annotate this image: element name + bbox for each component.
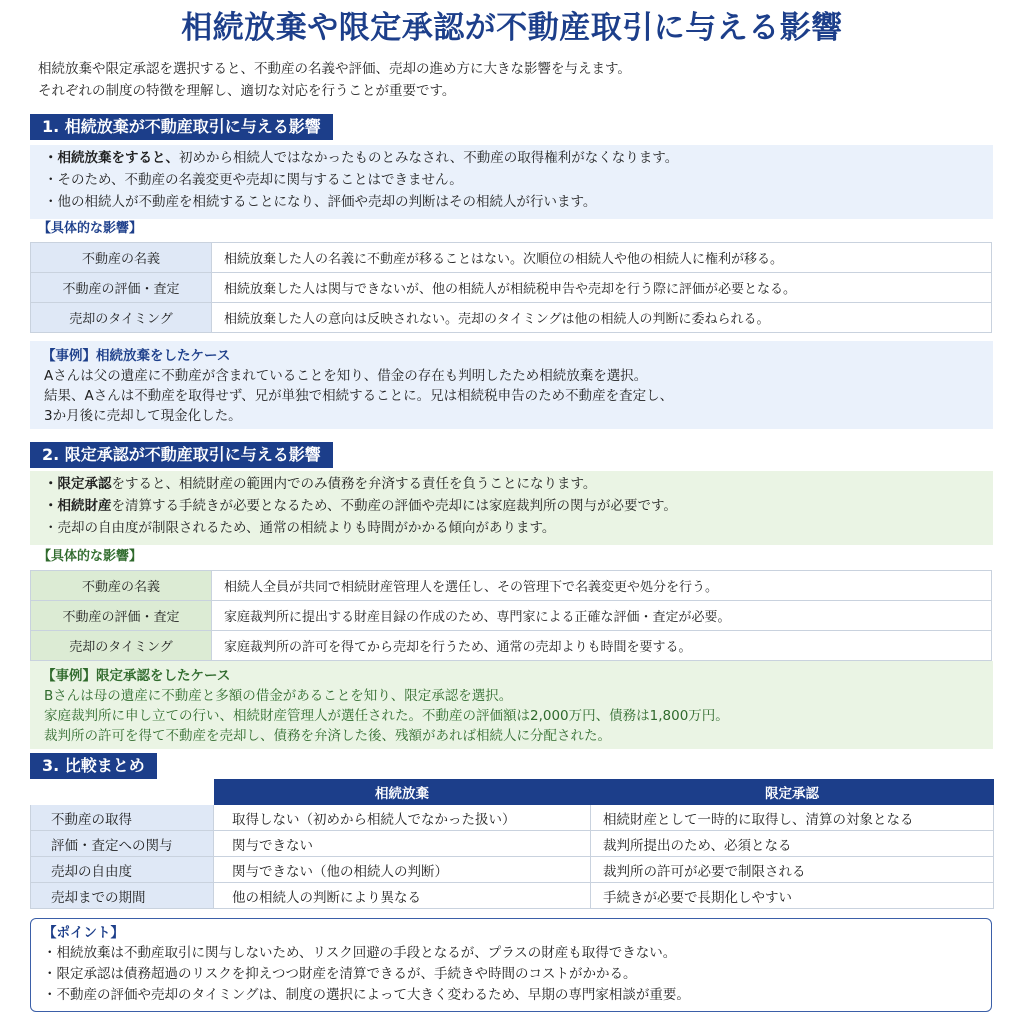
case-title: 【事例】相続放棄をしたケース: [42, 348, 231, 364]
impact-value: 相続放棄した人の意向は反映されない。売却のタイミングは他の相続人の判断に委ねられる。: [212, 303, 992, 333]
bullet: ・相続財産を清算する手続きが必要となるため、不動産の評価や売却には家庭裁判所の関与が必要です。: [44, 498, 677, 514]
case-line: 3か月後に売却して現金化した。: [44, 408, 242, 424]
table-row: [31, 601, 992, 631]
case-line: Bさんは母の遺産に不動産と多額の借金があることを知り、限定承認を選択。: [44, 688, 513, 704]
section1-bullets: [30, 145, 993, 219]
impact-value: 相続放棄した人は関与できないが、他の相続人が相続税申告や売却を行う際に評価が必要となる。: [212, 273, 992, 303]
table-cell: 関与できない（他の相続人の判断）: [214, 857, 591, 883]
impact-value: 相続放棄した人の名義に不動産が移ることはない。次順位の相続人や他の相続人に権利が移る。: [212, 243, 992, 273]
table-row: [31, 273, 992, 303]
impact-key: 売却のタイミング: [31, 303, 212, 333]
impact-key: 不動産の名義: [31, 243, 212, 273]
table-cell: 裁判所の許可が必要で制限される: [591, 857, 994, 883]
bullet: ・相続放棄をすると、初めから相続人ではなかったものとみなされ、不動産の取得権利がなくなります。: [44, 150, 679, 166]
row-header: 評価・査定への関与: [31, 831, 214, 857]
row-header: 売却の自由度: [31, 857, 214, 883]
point-title: 【ポイント】: [43, 925, 124, 941]
row-header: 不動産の取得: [31, 805, 214, 831]
impact-key: 売却のタイミング: [31, 631, 212, 661]
table-row: [31, 303, 992, 333]
point-line: ・限定承認は債務超過のリスクを抑えつつ財産を清算できるが、手続きや時間のコストがかかる。: [43, 966, 637, 982]
section1-heading: 1. 相続放棄が不動産取引に与える影響: [30, 114, 333, 140]
intro-text: [38, 58, 631, 102]
bullet: ・そのため、不動産の名義変更や売却に関与することはできません。: [44, 172, 463, 188]
table-cell: 他の相続人の判断により異なる: [214, 883, 591, 909]
bullet: ・他の相続人が不動産を相続することになり、評価や売却の判断はその相続人が行います。: [44, 194, 597, 210]
table-header-row: [31, 780, 994, 805]
section2-impact-label: 【具体的な影響】: [38, 549, 143, 564]
table-cell: 手続きが必要で長期化しやすい: [591, 883, 994, 909]
impact-key: 不動産の評価・査定: [31, 601, 212, 631]
point-line: ・相続放棄は不動産取引に関与しないため、リスク回避の手段となるが、プラスの財産も取得できない。: [43, 945, 677, 961]
impact-value: 相続人全員が共同で相続財産管理人を選任し、その管理下で名義変更や処分を行う。: [212, 571, 992, 601]
table-header-empty: [31, 780, 214, 805]
case-line: 家庭裁判所に申し立ての行い、相続財産管理人が選任された。不動産の評価額は2,000万円、債務は1,800万円。: [44, 708, 729, 724]
section3-heading: 3. 比較まとめ: [30, 753, 157, 779]
table-row: [31, 857, 994, 883]
section2-impact-table: [30, 570, 992, 661]
section1-impact-label: 【具体的な影響】: [38, 221, 143, 236]
table-cell: 関与できない: [214, 831, 591, 857]
impact-key: 不動産の評価・査定: [31, 273, 212, 303]
table-row: [31, 243, 992, 273]
bullet: ・売却の自由度が制限されるため、通常の相続よりも時間がかかる傾向があります。: [44, 520, 556, 536]
section2-case: [30, 661, 993, 749]
impact-value: 家庭裁判所に提出する財産目録の作成のため、専門家による正確な評価・査定が必要。: [212, 601, 992, 631]
case-title: 【事例】限定承認をしたケース: [42, 668, 231, 684]
intro-line: 相続放棄や限定承認を選択すると、不動産の名義や評価、売却の進め方に大きな影響を与えます。: [38, 61, 631, 77]
table-row: [31, 883, 994, 909]
table-cell: 取得しない（初めから相続人でなかった扱い）: [214, 805, 591, 831]
table-row: [31, 805, 994, 831]
section2-heading: 2. 限定承認が不動産取引に与える影響: [30, 442, 333, 468]
case-line: 裁判所の許可を得て不動産を売却し、債務を弁済した後、残額があれば相続人に分配された。: [44, 728, 611, 744]
table-row: [31, 831, 994, 857]
comparison-table: [30, 779, 994, 909]
case-line: Aさんは父の遺産に不動産が含まれていることを知り、借金の存在も判明したため相続放棄を選択。: [44, 368, 648, 384]
point-box: [30, 918, 992, 1012]
table-cell: 裁判所提出のため、必須となる: [591, 831, 994, 857]
case-line: 結果、Aさんは不動産を取得せず、兄が単独で相続することに。兄は相続税申告のため不動産を査定し、: [44, 388, 674, 404]
table-cell: 相続財産として一時的に取得し、清算の対象となる: [591, 805, 994, 831]
row-header: 売却までの期間: [31, 883, 214, 909]
table-header: 相続放棄: [214, 780, 591, 805]
section2-bullets: [30, 471, 993, 545]
table-row: [31, 631, 992, 661]
section1-impact-table: [30, 242, 992, 333]
impact-value: 家庭裁判所の許可を得てから売却を行うため、通常の売却よりも時間を要する。: [212, 631, 992, 661]
bullet: ・限定承認をすると、相続財産の範囲内でのみ債務を弁済する責任を負うことになります。: [44, 476, 597, 492]
point-line: ・不動産の評価や売却のタイミングは、制度の選択によって大きく変わるため、早期の専門家相談が重要。: [43, 987, 690, 1003]
table-header: 限定承認: [591, 780, 994, 805]
impact-key: 不動産の名義: [31, 571, 212, 601]
page-title: 相続放棄や限定承認が不動産取引に与える影響: [181, 10, 843, 46]
intro-line: それぞれの制度の特徴を理解し、適切な対応を行うことが重要です。: [38, 83, 456, 99]
table-row: [31, 571, 992, 601]
section1-case: [30, 341, 993, 429]
